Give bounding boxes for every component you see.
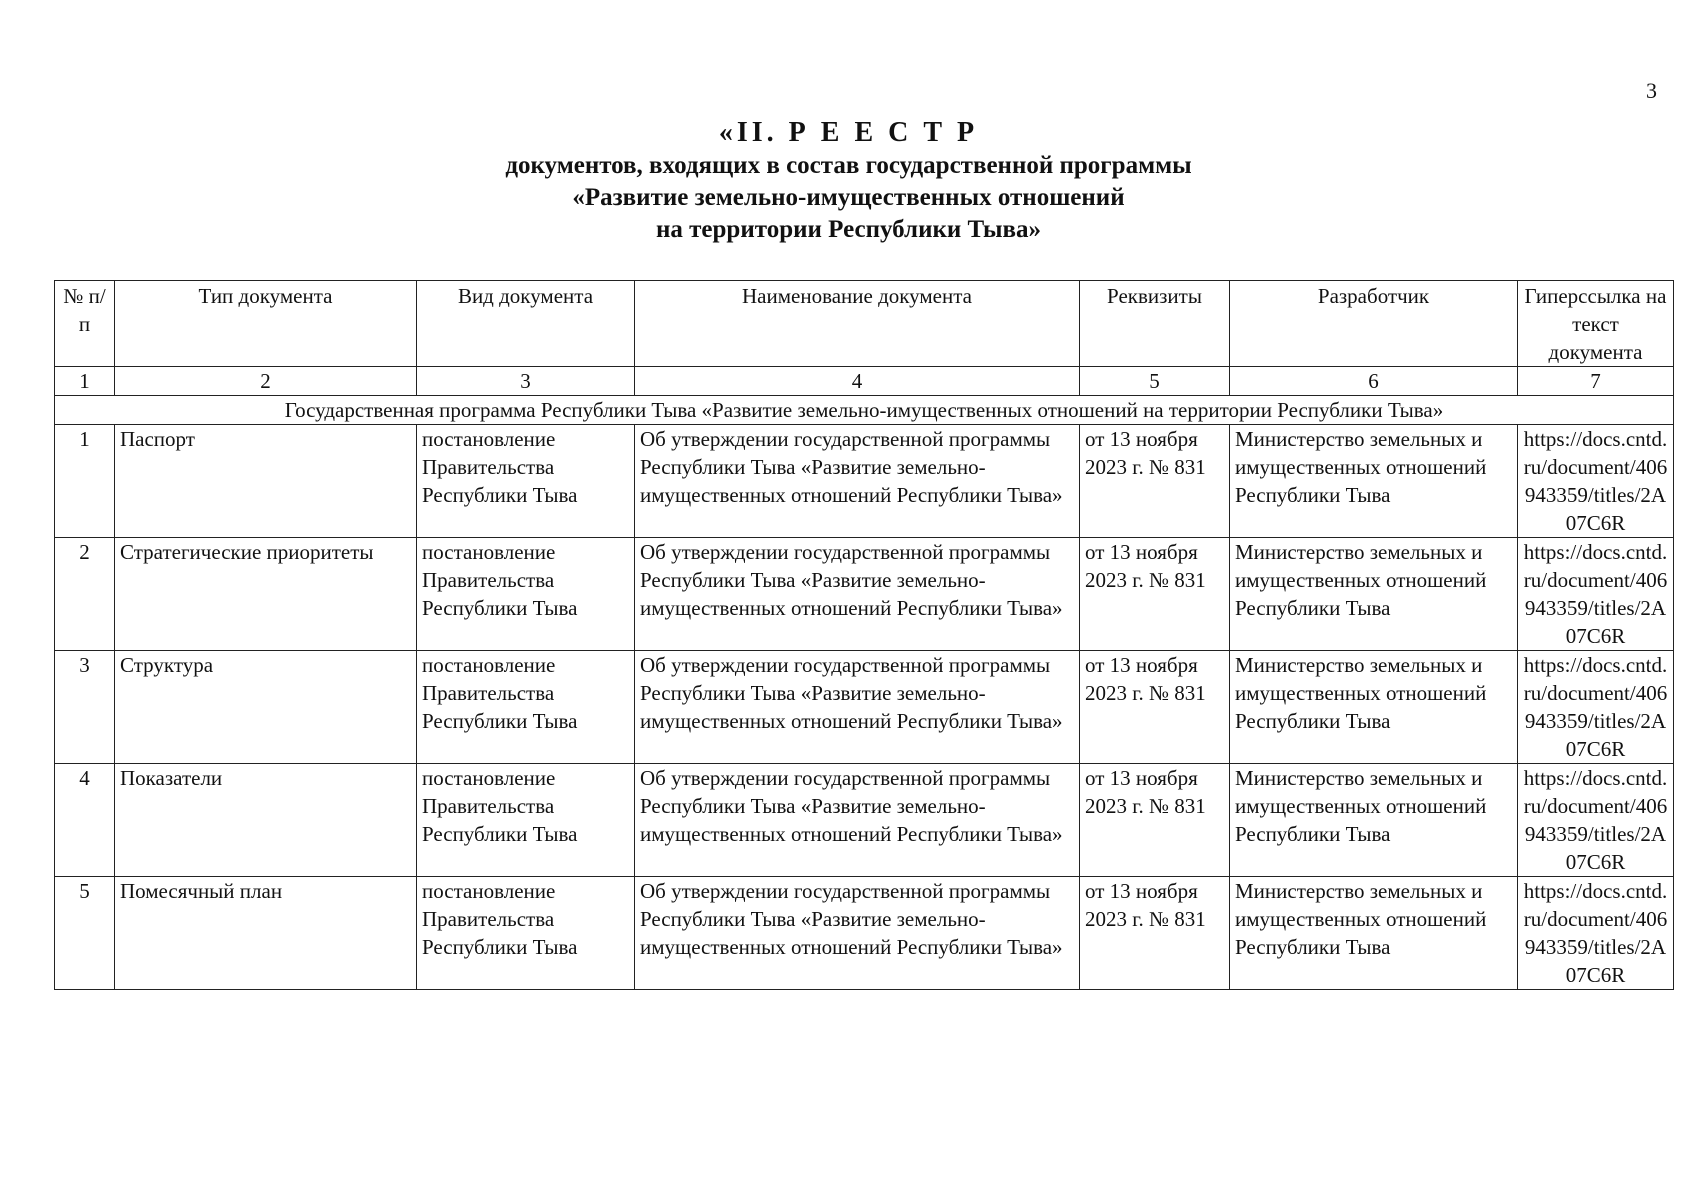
table-row [55, 877, 1674, 990]
details-cell: от 13 ноября 2023 г. № 831 [1080, 425, 1230, 538]
hyperlink-cell[interactable]: https://docs.cntd.ru/document/406943359/titles/2A07C6R [1518, 877, 1674, 990]
developer-cell: Министерство земельных и имущественных отношений Республики Тыва [1230, 538, 1518, 651]
developer-cell: Министерство земельных и имущественных отношений Республики Тыва [1230, 651, 1518, 764]
details-cell: от 13 ноября 2023 г. № 831 [1080, 538, 1230, 651]
doc-name-cell: Об утверждении государственной программы Республики Тыва «Развитие земельно-имущественных отношений Республики Тыва» [635, 764, 1080, 877]
page-number: 3 [1646, 78, 1657, 103]
document-heading [0, 116, 1697, 246]
heading-line-3: «Развитие земельно-имущественных отношений [572, 184, 1125, 211]
hyperlink-cell[interactable]: https://docs.cntd.ru/document/406943359/titles/2A07C6R [1518, 651, 1674, 764]
doc-kind-cell: постановление Правительства Республики Тыва [417, 538, 635, 651]
heading-line-4: на территории Республики Тыва» [656, 216, 1041, 243]
doc-kind-cell: постановление Правительства Республики Тыва [417, 425, 635, 538]
row-number: 4 [55, 764, 115, 877]
column-number: 3 [417, 367, 635, 396]
doc-kind-cell: постановление Правительства Республики Тыва [417, 651, 635, 764]
column-number: 2 [115, 367, 417, 396]
header-details: Реквизиты [1080, 281, 1230, 367]
details-cell: от 13 ноября 2023 г. № 831 [1080, 877, 1230, 990]
doc-type-cell: Структура [115, 651, 417, 764]
table-row [55, 425, 1674, 538]
hyperlink-cell[interactable]: https://docs.cntd.ru/document/406943359/titles/2A07C6R [1518, 538, 1674, 651]
doc-kind-cell: постановление Правительства Республики Тыва [417, 764, 635, 877]
row-number: 5 [55, 877, 115, 990]
header-doc-type: Тип документа [115, 281, 417, 367]
doc-name-cell: Об утверждении государственной программы Республики Тыва «Развитие земельно-имущественных отношений Республики Тыва» [635, 425, 1080, 538]
developer-cell: Министерство земельных и имущественных отношений Республики Тыва [1230, 764, 1518, 877]
registry-title: «II. Р Е Е С Т Р [718, 117, 979, 148]
column-number: 5 [1080, 367, 1230, 396]
row-number: 1 [55, 425, 115, 538]
registry-table [54, 280, 1674, 990]
header-number: № п/п [55, 281, 115, 367]
table-row [55, 651, 1674, 764]
details-cell: от 13 ноября 2023 г. № 831 [1080, 651, 1230, 764]
doc-kind-cell: постановление Правительства Республики Тыва [417, 877, 635, 990]
row-number: 2 [55, 538, 115, 651]
table-row [55, 764, 1674, 877]
developer-cell: Министерство земельных и имущественных отношений Республики Тыва [1230, 877, 1518, 990]
column-number: 4 [635, 367, 1080, 396]
doc-type-cell: Показатели [115, 764, 417, 877]
table-row [55, 538, 1674, 651]
doc-type-cell: Помесячный план [115, 877, 417, 990]
doc-name-cell: Об утверждении государственной программы Республики Тыва «Развитие земельно-имущественных отношений Республики Тыва» [635, 877, 1080, 990]
row-number: 3 [55, 651, 115, 764]
hyperlink-cell[interactable]: https://docs.cntd.ru/document/406943359/titles/2A07C6R [1518, 425, 1674, 538]
header-doc-name: Наименование документа [635, 281, 1080, 367]
column-number: 7 [1518, 367, 1674, 396]
heading-line-2: документов, входящих в состав государственной программы [505, 152, 1192, 179]
developer-cell: Министерство земельных и имущественных отношений Республики Тыва [1230, 425, 1518, 538]
header-row [55, 281, 1674, 367]
header-hyperlink: Гиперссылка на текст документа [1518, 281, 1674, 367]
program-title: Государственная программа Республики Тыва «Развитие земельно-имущественных отношений на территории Республики Тыва» [55, 396, 1674, 425]
doc-name-cell: Об утверждении государственной программы Республики Тыва «Развитие земельно-имущественных отношений Республики Тыва» [635, 538, 1080, 651]
program-title-row [55, 396, 1674, 425]
header-doc-kind: Вид документа [417, 281, 635, 367]
doc-type-cell: Паспорт [115, 425, 417, 538]
doc-type-cell: Стратегические приоритеты [115, 538, 417, 651]
column-number: 6 [1230, 367, 1518, 396]
hyperlink-cell[interactable]: https://docs.cntd.ru/document/406943359/titles/2A07C6R [1518, 764, 1674, 877]
details-cell: от 13 ноября 2023 г. № 831 [1080, 764, 1230, 877]
column-number-row [55, 367, 1674, 396]
header-developer: Разработчик [1230, 281, 1518, 367]
doc-name-cell: Об утверждении государственной программы Республики Тыва «Развитие земельно-имущественных отношений Республики Тыва» [635, 651, 1080, 764]
column-number: 1 [55, 367, 115, 396]
